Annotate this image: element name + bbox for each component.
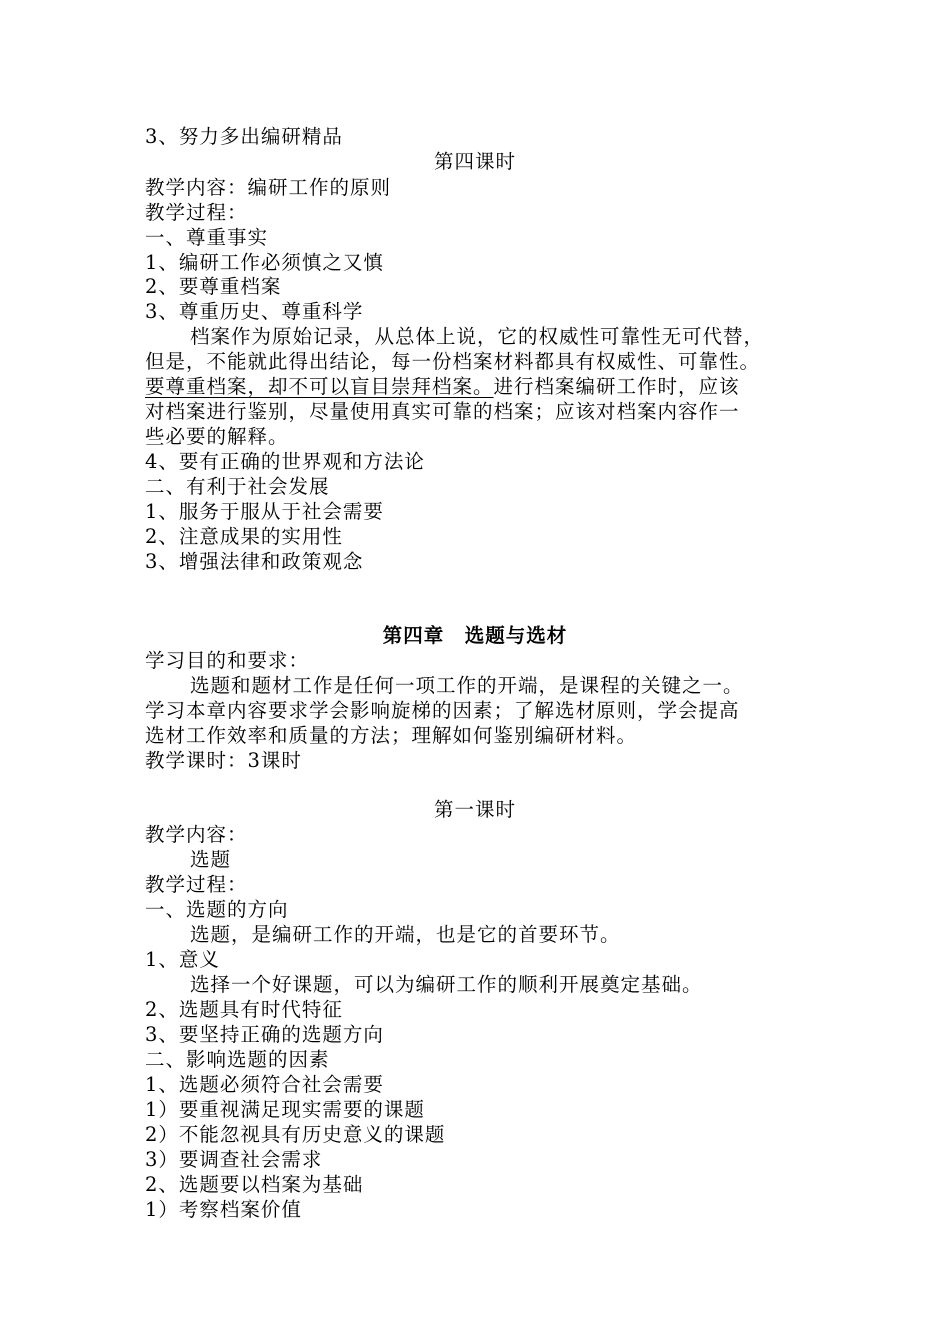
text-line: 教学过程： bbox=[145, 873, 248, 896]
text-line: 1、服务于服从于社会需要 bbox=[145, 500, 384, 523]
paragraph-line: 选题，是编研工作的开端，也是它的首要环节。 bbox=[190, 923, 621, 946]
text-line: 3、增强法律和政策观念 bbox=[145, 550, 364, 573]
paragraph-line bbox=[145, 374, 740, 399]
text-line: 学习目的和要求： bbox=[145, 649, 310, 672]
text-line: 2、注意成果的实用性 bbox=[145, 525, 343, 548]
paragraph-line: 些必要的解释。 bbox=[145, 425, 289, 448]
text-line: 4、要有正确的世界观和方法论 bbox=[145, 450, 425, 473]
text-line: 3、努力多出编研精品 bbox=[145, 125, 343, 148]
text-line: 1、意义 bbox=[145, 948, 220, 971]
text-line: 3、尊重历史、尊重科学 bbox=[145, 300, 364, 323]
text-line: 一、选题的方向 bbox=[145, 898, 289, 921]
paragraph-line: 档案作为原始记录，从总体上说，它的权威性可靠性无可代替， bbox=[190, 325, 765, 348]
text-line: 教学内容： bbox=[145, 823, 248, 846]
text-span: 进行档案编研工作时，应该 bbox=[493, 375, 740, 398]
text-line: 教学课时：3课时 bbox=[145, 749, 302, 772]
paragraph-line: 对档案进行鉴别，尽量使用真实可靠的档案；应该对档案内容作一 bbox=[145, 400, 740, 423]
text-line: 1、选题必须符合社会需要 bbox=[145, 1073, 384, 1096]
text-line: 2、选题具有时代特征 bbox=[145, 998, 343, 1021]
paragraph-line: 但是，不能就此得出结论，每一份档案材料都具有权威性、可靠性。 bbox=[145, 350, 761, 373]
paragraph-line: 选择一个好课题，可以为编研工作的顺利开展奠定基础。 bbox=[190, 973, 703, 996]
text-line: 二、影响选题的因素 bbox=[145, 1048, 330, 1071]
chapter-title: 第四章 选题与选材 bbox=[382, 624, 568, 647]
paragraph-line: 选材工作效率和质量的方法；理解如何鉴别编研材料。 bbox=[145, 724, 638, 747]
text-line: 2、选题要以档案为基础 bbox=[145, 1173, 364, 1196]
text-line: 2、要尊重档案 bbox=[145, 275, 282, 298]
underlined-text: 要尊重档案，却不可以盲目崇拜档案。 bbox=[145, 375, 494, 398]
paragraph-line: 选题和题材工作是任何一项工作的开端，是课程的关键之一。 bbox=[190, 674, 744, 697]
text-line: 二、有利于社会发展 bbox=[145, 475, 330, 498]
text-line: 选题 bbox=[190, 848, 232, 871]
text-line: 一、尊重事实 bbox=[145, 226, 269, 249]
lesson-heading: 第一课时 bbox=[433, 798, 516, 821]
text-line: 1）要重视满足现实需要的课题 bbox=[145, 1098, 425, 1121]
lesson-heading: 第四课时 bbox=[433, 150, 516, 173]
text-line: 1）考察档案价值 bbox=[145, 1198, 302, 1221]
text-line: 1、编研工作必须慎之又慎 bbox=[145, 251, 384, 274]
text-line: 教学内容：编研工作的原则 bbox=[145, 176, 392, 199]
text-line: 2）不能忽视具有历史意义的课题 bbox=[145, 1123, 446, 1146]
paragraph-line: 学习本章内容要求学会影响旋梯的因素；了解选材原则，学会提高 bbox=[145, 699, 740, 722]
text-line: 3、要坚持正确的选题方向 bbox=[145, 1023, 384, 1046]
text-line: 3）要调查社会需求 bbox=[145, 1148, 323, 1171]
text-line: 教学过程： bbox=[145, 201, 248, 224]
